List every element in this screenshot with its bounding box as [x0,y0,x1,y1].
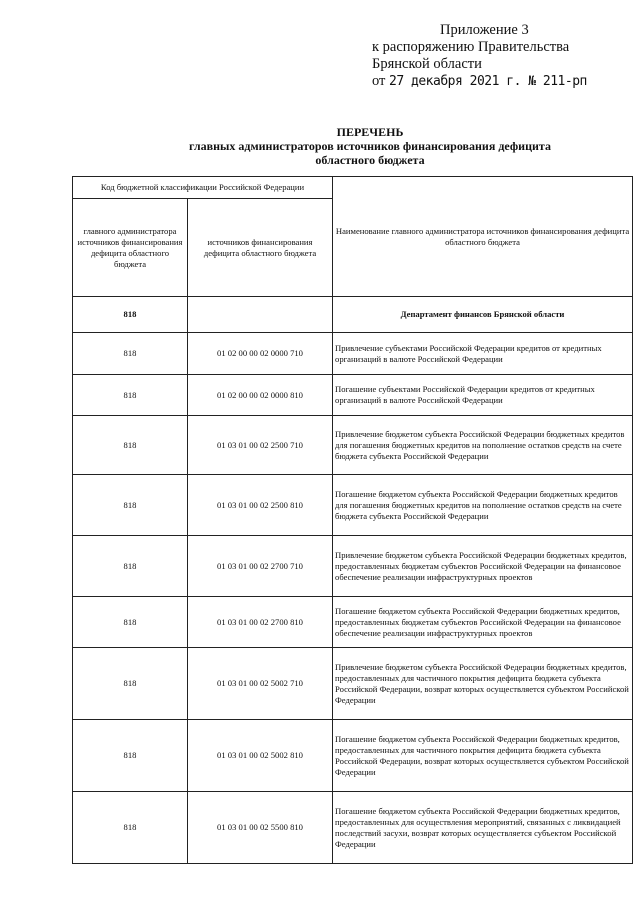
table-row [73,720,633,792]
source-code-cell: 01 03 01 00 02 5002 710 [188,648,333,720]
appendix-region-line: Брянской области [372,56,482,72]
table-row [73,475,633,536]
document-title [100,125,640,167]
title-heading: ПЕРЕЧЕНЬ [336,125,404,139]
table-row [73,648,633,720]
dept-name: Департамент финансов Брянской области [333,297,633,333]
administrator-name-cell: Погашение бюджетом субъекта Российской Федерации бюджетных кредитов, предоставленных бюджетам субъектов Российской Федерации на финансовое обеспечение реализации инфраструктурных проектов [333,597,633,648]
administrator-name-cell: Погашение субъектами Российской Федерации кредитов от кредитных организаций в валюте Российской Федерации [333,375,633,416]
administrator-name-cell: Привлечение бюджетом субъекта Российской Федерации бюджетных кредитов для погашения бюджетных кредитов на пополнение остатков средств на счете бюджета субъекта Российской Федерации [333,416,633,475]
table-header-row [73,177,633,199]
administrator-name-cell: Привлечение субъектами Российской Федерации кредитов от кредитных организаций в валюте Российской Федерации [333,333,633,375]
header-source: источников финансирования дефицита областного бюджета [188,199,333,297]
source-code-cell: 01 03 01 00 02 2700 710 [188,536,333,597]
table-row [73,333,633,375]
dept-source-code [188,297,333,333]
admin-code-cell: 818 [73,333,188,375]
title-subheading: главных администраторов источников финансирования дефицита [189,139,551,153]
dept-admin-code: 818 [73,297,188,333]
header-name: Наименование главного администратора источников финансирования дефицита областного бюджета [333,177,633,297]
admin-code-cell: 818 [73,648,188,720]
admin-code-cell: 818 [73,416,188,475]
appendix-date-value: 27 декабря 2021 г. № 211-рп [389,74,587,89]
appendix-number: Приложение 3 [440,22,529,38]
source-code-cell: 01 03 01 00 02 2700 810 [188,597,333,648]
admin-code-cell: 818 [73,720,188,792]
administrators-table [72,176,633,864]
table-row [73,536,633,597]
appendix-order-line: к распоряжению Правительства [372,39,570,55]
table-row [73,416,633,475]
title-subheading-cont: областного бюджета [315,153,425,167]
appendix-date-line [372,73,587,90]
table-row [73,597,633,648]
administrator-name-cell: Погашение бюджетом субъекта Российской Федерации бюджетных кредитов, предоставленных для частичного покрытия дефицита бюджета субъекта Российской Федерации, возврат которых осуществляется субъектом Российской Федерации [333,720,633,792]
table-row [73,792,633,864]
administrator-name-cell: Погашение бюджетом субъекта Российской Федерации бюджетных кредитов для погашения бюджетных кредитов на пополнение остатков средств на счете бюджета субъекта Российской Федерации [333,475,633,536]
source-code-cell: 01 02 00 00 02 0000 710 [188,333,333,375]
source-code-cell: 01 03 01 00 02 2500 810 [188,475,333,536]
source-code-cell: 01 03 01 00 02 2500 710 [188,416,333,475]
admin-code-cell: 818 [73,792,188,864]
administrator-name-cell: Привлечение бюджетом субъекта Российской Федерации бюджетных кредитов, предоставленных бюджетам субъектов Российской Федерации на финансовое обеспечение реализации инфраструктурных проектов [333,536,633,597]
administrator-name-cell: Погашение бюджетом субъекта Российской Федерации бюджетных кредитов, предоставленных для осуществления мероприятий, связанных с ликвидацией последствий засухи, возврат которых осуществляется субъектом Российской Федерации [333,792,633,864]
administrator-name-cell: Привлечение бюджетом субъекта Российской Федерации бюджетных кредитов, предоставленных для частичного покрытия дефицита бюджета субъекта Российской Федерации, возврат которых осуществляется субъектом Российской Федерации [333,648,633,720]
admin-code-cell: 818 [73,375,188,416]
admin-code-cell: 818 [73,536,188,597]
source-code-cell: 01 02 00 00 02 0000 810 [188,375,333,416]
table-row [73,375,633,416]
admin-code-cell: 818 [73,475,188,536]
header-code-group: Код бюджетной классификации Российской Федерации [73,177,333,199]
header-admin: главного администратора источников финансирования дефицита областного бюджета [73,199,188,297]
admin-code-cell: 818 [73,597,188,648]
appendix-block [372,22,587,90]
appendix-date-prefix: от [372,73,386,89]
source-code-cell: 01 03 01 00 02 5002 810 [188,720,333,792]
source-code-cell: 01 03 01 00 02 5500 810 [188,792,333,864]
table-row-department [73,297,633,333]
